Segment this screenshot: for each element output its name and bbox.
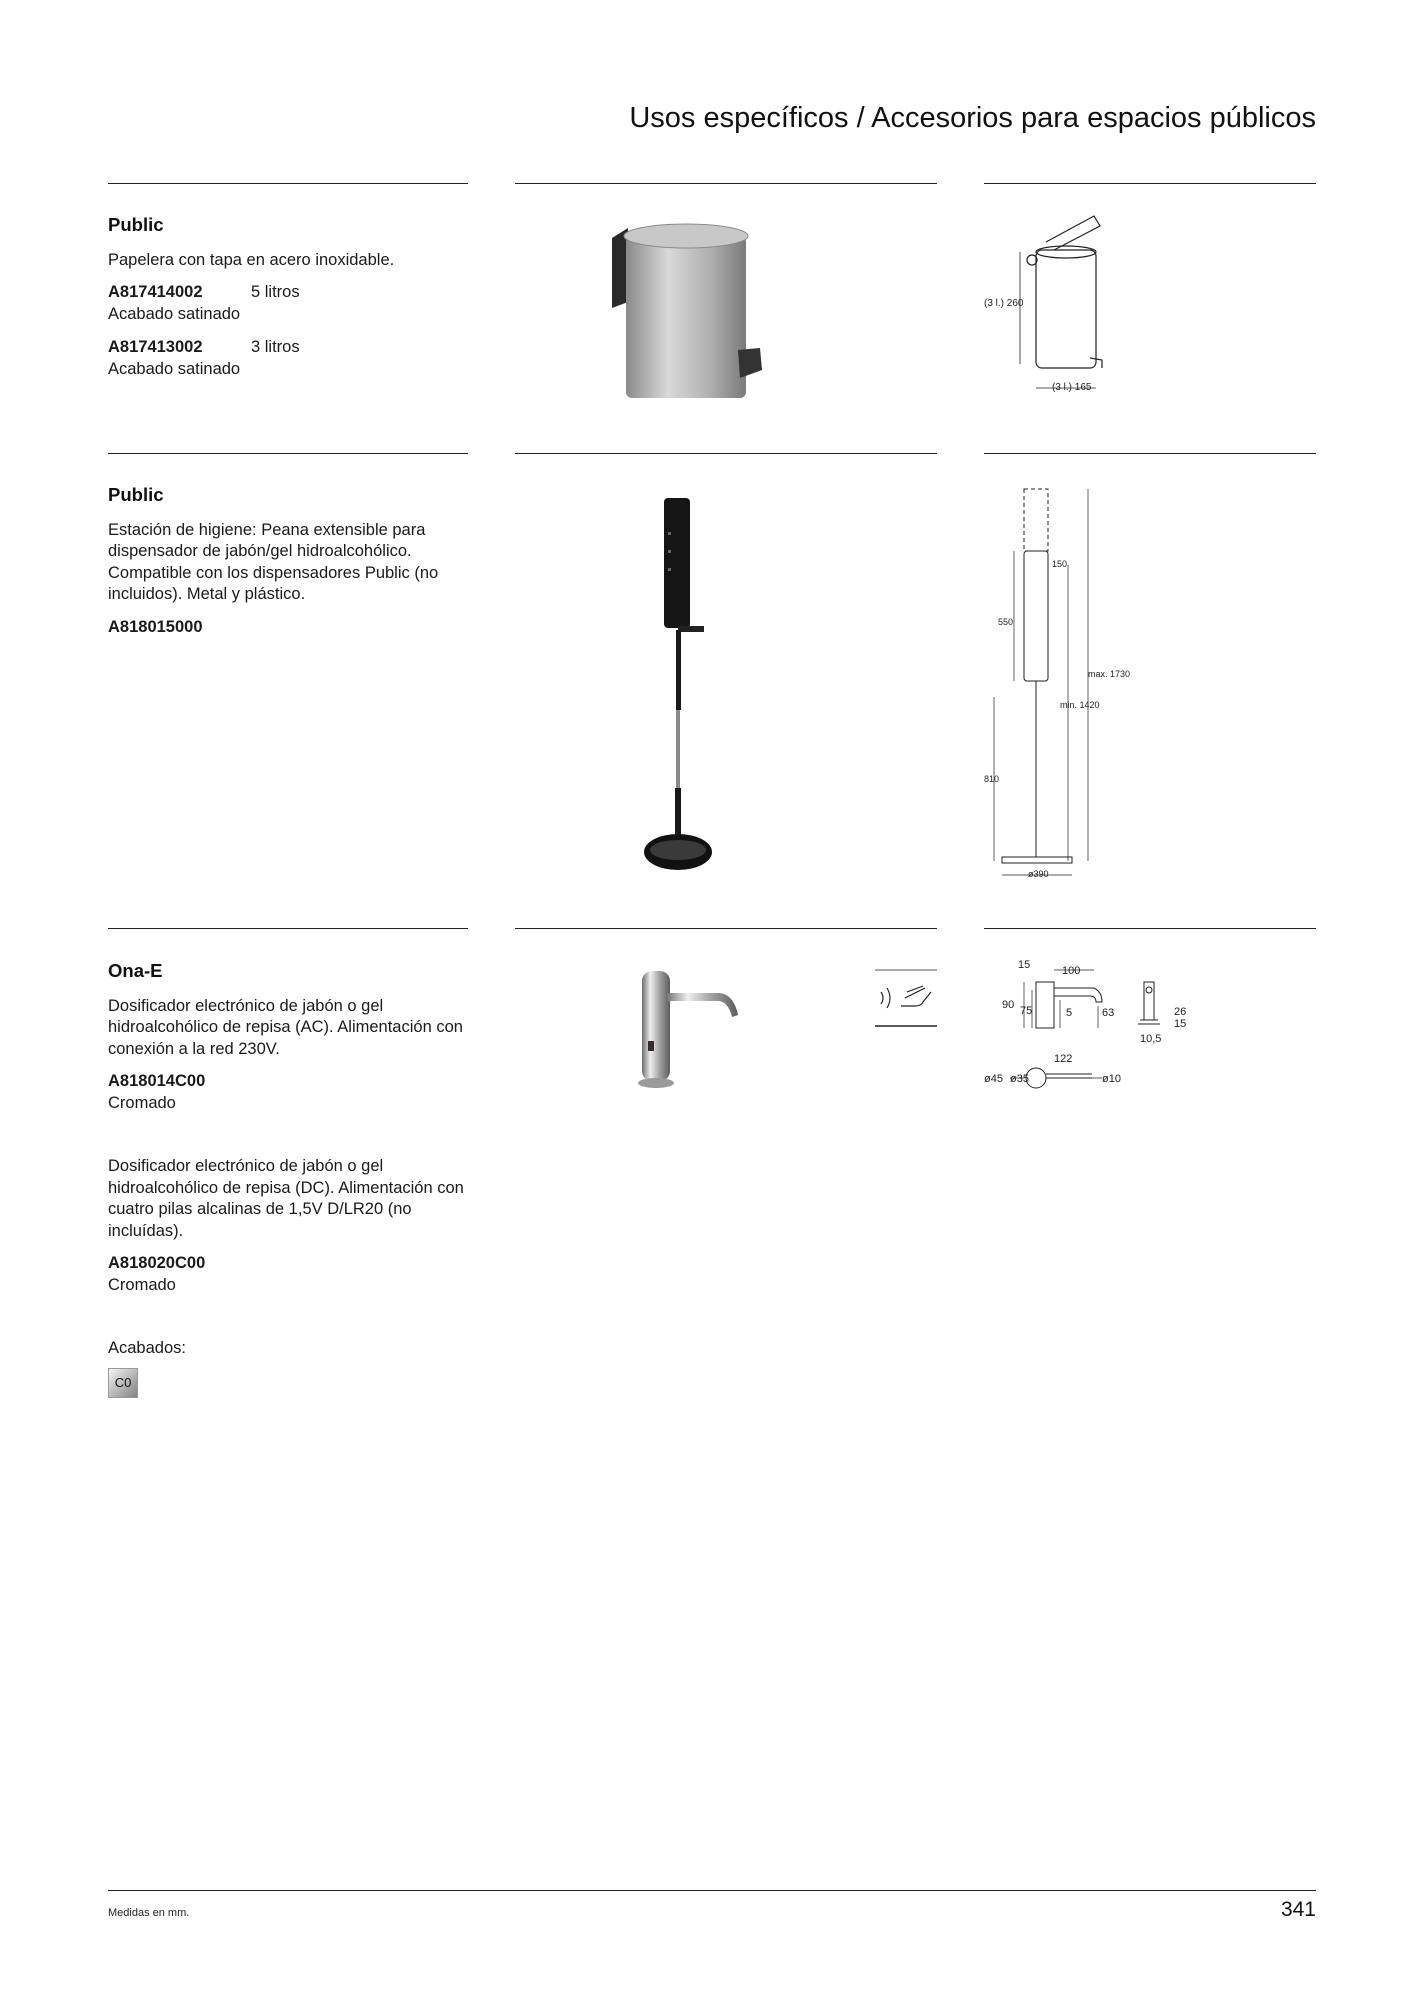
page-title: Usos específicos / Accesorios para espacios públicos	[629, 102, 1316, 134]
product-description: Dosificador electrónico de jabón o gel hidroalcohólico de repisa (AC). Alimentación con conexión a la red 230V.	[108, 996, 463, 1058]
dimension-max: max. 1730	[1088, 669, 1131, 679]
dimension-height: (3 l.) 260	[984, 298, 1024, 309]
wastebin-photo	[600, 210, 850, 410]
dimension-5: 5	[1066, 1007, 1073, 1019]
dimension-d45: ø45	[984, 1073, 1003, 1085]
ona-e-dispenser-drawing	[984, 960, 1204, 1100]
reference-row	[108, 282, 468, 304]
hygiene-station-photo	[620, 490, 740, 880]
reference-spec: 5 litros	[251, 283, 300, 301]
section-rule	[108, 928, 468, 929]
section-rule	[515, 183, 937, 184]
dimension-122: 122	[1054, 1053, 1073, 1065]
reference-code: A817414002	[108, 283, 203, 301]
section-rule	[515, 453, 937, 454]
dimension-min: min. 1420	[1060, 700, 1100, 710]
dimension-base-diameter: ø390	[1028, 869, 1049, 879]
reference-finish: Cromado	[108, 1275, 176, 1294]
wastebin-drawing	[984, 210, 1134, 405]
section-rule	[984, 453, 1316, 454]
section-rule	[108, 183, 468, 184]
product-description: Papelera con tapa en acero inoxidable.	[108, 250, 395, 269]
product-public-bin-info	[108, 214, 468, 392]
dimension-width: (3 l.) 165	[1052, 382, 1092, 393]
sensor-icon	[881, 988, 890, 1008]
finish-swatch-chrome: C0	[108, 1368, 138, 1398]
reference-row	[108, 337, 468, 359]
reference-row	[108, 1253, 468, 1275]
dimension-100: 100	[1062, 965, 1081, 977]
reference-code: A818020C00	[108, 1254, 206, 1272]
dimension-10-5: 10,5	[1140, 1033, 1162, 1045]
product-description: Estación de higiene: Peana extensible para dispensador de jabón/gel hidroalcohólico. Compatible con los dispensadores Public (no incluidos). Metal y plástico.	[108, 520, 439, 603]
dimension-base-height: 810	[984, 774, 1000, 784]
reference-code: A818014C00	[108, 1072, 206, 1090]
page-number: 341	[1280, 1898, 1316, 1921]
reference-code: A818015000	[108, 617, 203, 636]
dimension-75: 75	[1020, 1005, 1033, 1017]
reference-finish: Cromado	[108, 1093, 176, 1112]
reference-row	[108, 617, 468, 639]
section-rule	[515, 928, 937, 929]
dimension-d10: ø10	[1102, 1073, 1121, 1085]
footer-note: Medidas en mm.	[108, 1907, 190, 1919]
dimension-26: 26	[1174, 1006, 1187, 1018]
ona-e-dispenser-photo	[620, 965, 770, 1095]
hand-icon	[901, 986, 931, 1006]
dimension-d35: ø35	[1010, 1073, 1029, 1085]
footer-rule	[108, 1890, 1316, 1891]
reference-code: A817413002	[108, 338, 203, 356]
product-public-station-info	[108, 484, 468, 638]
reference-finish: Acabado satinado	[108, 304, 241, 323]
reference-spec: 3 litros	[251, 338, 300, 356]
dimension-90: 90	[1002, 999, 1015, 1011]
spacer	[108, 1126, 468, 1156]
reference-row	[108, 1071, 468, 1093]
product-title: Ona-E	[108, 960, 163, 981]
section-rule	[108, 453, 468, 454]
product-ona-e-info	[108, 960, 468, 1398]
hygiene-station-drawing	[984, 485, 1144, 885]
dimension-15b: 15	[1174, 1018, 1187, 1030]
reference-finish: Acabado satinado	[108, 359, 241, 378]
dimension-15: 15	[1018, 960, 1031, 971]
product-description: Dosificador electrónico de jabón o gel hidroalcohólico de repisa (DC). Alimentación con cuatro pilas alcalinas de 1,5V D/LR20 (no incluídas).	[108, 1157, 464, 1240]
dimension-63: 63	[1102, 1007, 1115, 1019]
product-title: Public	[108, 214, 164, 235]
product-title: Public	[108, 484, 164, 505]
sensor-hand-pictogram	[875, 962, 937, 1032]
dimension-top-width: 150	[1052, 559, 1068, 569]
spacer	[108, 1308, 468, 1338]
section-rule	[984, 928, 1316, 929]
section-rule	[984, 183, 1316, 184]
dimension-head-height: 550	[998, 617, 1014, 627]
finishes-label: Acabados:	[108, 1339, 186, 1357]
